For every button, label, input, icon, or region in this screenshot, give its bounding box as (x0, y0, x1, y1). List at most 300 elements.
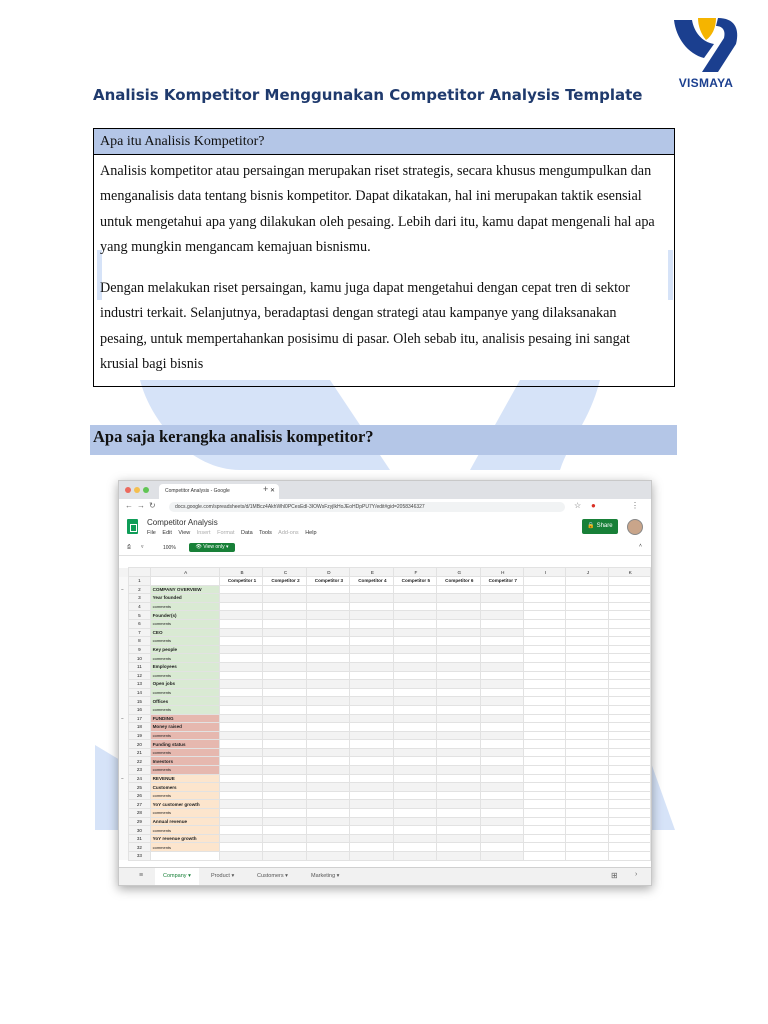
grid-cell (306, 585, 349, 594)
row-number: 1 (129, 577, 150, 586)
grid-cell (480, 602, 523, 611)
column-header: J (566, 568, 608, 577)
row-label: comments (150, 654, 219, 663)
grid-cell (219, 594, 262, 603)
grid-cell (393, 766, 436, 775)
grid-cell (306, 645, 349, 654)
column-header: F (393, 568, 436, 577)
grid-cell (350, 723, 393, 732)
row-label: Investors (150, 757, 219, 766)
grid-cell (608, 628, 650, 637)
grid-cell (480, 834, 523, 843)
grid-cell (608, 602, 650, 611)
grid-cell (263, 817, 306, 826)
grid-cell (566, 834, 608, 843)
column-header: G (437, 568, 480, 577)
all-sheets-icon: ≡ (139, 872, 144, 879)
zoom-level: 100% (163, 545, 176, 551)
grid-cell (480, 852, 523, 861)
column-header: E (350, 568, 393, 577)
grid-cell (219, 611, 262, 620)
grid-cell (350, 585, 393, 594)
grid-cell (263, 654, 306, 663)
definition-heading: Apa itu Analisis Kompetitor? (94, 129, 674, 155)
grid-cell (350, 602, 393, 611)
grid-cell (566, 800, 608, 809)
grid-cell (263, 662, 306, 671)
grid-cell (437, 654, 480, 663)
grid-cell (523, 645, 565, 654)
extension-icon: ● (591, 501, 596, 510)
grid-cell (306, 740, 349, 749)
grid-cell (480, 654, 523, 663)
grid-cell (437, 680, 480, 689)
grid-cell (437, 585, 480, 594)
grid-cell (263, 637, 306, 646)
grid-cell (393, 645, 436, 654)
paragraph-2: Dengan melakukan riset persaingan, kamu juga dapat mengetahui dengan cepat tren di sektor industri terkait. Selanjutnya, beradaptasi dengan strategi atau kampanye yang dilaksanakan pesaing, untuk mempertahankan posisimu di pasar. Oleh sebab itu, analisis pesaing ini sangat krusial bagi bisnis (100, 280, 630, 373)
grid-cell (219, 637, 262, 646)
grid-cell (566, 740, 608, 749)
grid-cell (523, 662, 565, 671)
grid-cell (219, 740, 262, 749)
grid-cell (480, 688, 523, 697)
browser-tab (159, 484, 279, 499)
grid-cell (608, 834, 650, 843)
grid-cell (263, 671, 306, 680)
grid-cell (263, 826, 306, 835)
row-number: 12 (129, 671, 150, 680)
menu-edit: Edit (162, 530, 172, 536)
grid-cell (393, 723, 436, 732)
table-row (119, 748, 651, 757)
grid-cell (523, 791, 565, 800)
grid-cell (263, 645, 306, 654)
table-row (119, 637, 651, 646)
grid-cell (393, 740, 436, 749)
group-gutter (119, 688, 129, 697)
row-label: comments (150, 843, 219, 852)
grid-cell (306, 800, 349, 809)
column-header: H (480, 568, 523, 577)
table-row (119, 783, 651, 792)
grid-cell (393, 637, 436, 646)
star-icon: ☆ (574, 501, 582, 510)
grid-cell (350, 731, 393, 740)
grid-cell (350, 628, 393, 637)
row-number: 32 (129, 843, 150, 852)
grid-cell (263, 619, 306, 628)
group-gutter (119, 791, 129, 800)
grid-cell (393, 852, 436, 861)
grid-cell (350, 757, 393, 766)
grid-cell (393, 834, 436, 843)
column-header-row (119, 568, 651, 577)
grid-cell (350, 714, 393, 723)
grid-cell (608, 611, 650, 620)
grid-cell (523, 585, 565, 594)
grid-cell (306, 637, 349, 646)
row-number: 8 (129, 637, 150, 646)
grid-cell (480, 705, 523, 714)
group-gutter (119, 757, 129, 766)
row-number: 28 (129, 809, 150, 818)
grid-cell (608, 766, 650, 775)
grid-cell (263, 611, 306, 620)
grid-cell (219, 662, 262, 671)
grid-cell (306, 705, 349, 714)
row-label: comments (150, 748, 219, 757)
grid-cell (608, 723, 650, 732)
explore-icon: ⊞ (611, 871, 618, 880)
grid-cell (608, 757, 650, 766)
grid-cell (263, 714, 306, 723)
grid-cell (393, 611, 436, 620)
table-row (119, 594, 651, 603)
row-number: 20 (129, 740, 150, 749)
group-gutter (119, 783, 129, 792)
grid-cell (608, 740, 650, 749)
grid-cell (263, 809, 306, 818)
grid-cell (306, 826, 349, 835)
menu-view: View (178, 530, 191, 536)
grid-cell (608, 826, 650, 835)
column-header: K (608, 568, 650, 577)
grid-cell (523, 697, 565, 706)
grid-cell (350, 671, 393, 680)
grid-cell (523, 800, 565, 809)
grid-cell (219, 731, 262, 740)
grid-cell (566, 809, 608, 818)
grid-cell (608, 619, 650, 628)
grid-cell (263, 791, 306, 800)
grid-cell (437, 826, 480, 835)
grid-cell (219, 585, 262, 594)
grid-cell (393, 602, 436, 611)
grid-cell (263, 697, 306, 706)
grid-cell (437, 800, 480, 809)
grid-cell (306, 611, 349, 620)
row-label: Offices (150, 697, 219, 706)
grid-cell (566, 817, 608, 826)
grid-cell (306, 817, 349, 826)
grid-cell (393, 748, 436, 757)
minimize-dot-icon (134, 487, 140, 493)
competitor-header: Competitor 7 (480, 577, 523, 586)
grid-cell (608, 843, 650, 852)
grid-cell (566, 783, 608, 792)
grid-cell (523, 654, 565, 663)
avatar (627, 519, 643, 535)
row-label: Funding status (150, 740, 219, 749)
grid-cell (306, 680, 349, 689)
sheet-tab-company: Company ▾ (155, 868, 199, 886)
table-row (119, 611, 651, 620)
grid-cell (393, 809, 436, 818)
row-label: comments (150, 688, 219, 697)
row-number: 19 (129, 731, 150, 740)
table-row (119, 602, 651, 611)
grid-cell (393, 826, 436, 835)
group-gutter (119, 637, 129, 646)
grid-cell (393, 800, 436, 809)
grid-cell (437, 602, 480, 611)
grid-cell (523, 817, 565, 826)
grid-cell (263, 852, 306, 861)
grid-cell (608, 645, 650, 654)
grid-cell (219, 748, 262, 757)
table-row (119, 766, 651, 775)
grid-cell (437, 843, 480, 852)
grid-cell (350, 619, 393, 628)
grid-cell (480, 645, 523, 654)
grid-cell (393, 843, 436, 852)
grid-cell (306, 723, 349, 732)
url-field: docs.google.com/spreadsheets/d/1MBcz4AkhWhl0PCesEdl-3IOWsFzyjlkHoJEoHDpPU7Y/edit#gid=2058346327 (169, 502, 565, 512)
grid-cell (306, 843, 349, 852)
row-number: 29 (129, 817, 150, 826)
grid-cell (523, 714, 565, 723)
side-panel-icon: › (635, 871, 638, 878)
row-number: 30 (129, 826, 150, 835)
row-number: 17 (129, 714, 150, 723)
grid-cell (219, 757, 262, 766)
grid-cell (480, 748, 523, 757)
menu-data: Data (241, 530, 253, 536)
grid-cell (608, 817, 650, 826)
grid-cell (480, 783, 523, 792)
back-icon: ← (125, 501, 133, 510)
grid-cell (437, 723, 480, 732)
grid-cell (437, 637, 480, 646)
row-number: 22 (129, 757, 150, 766)
group-gutter (119, 766, 129, 775)
row-number: 26 (129, 791, 150, 800)
group-gutter (119, 602, 129, 611)
table-row (119, 774, 651, 783)
forward-icon: → (137, 501, 145, 510)
grid-cell (480, 766, 523, 775)
grid-cell (263, 705, 306, 714)
grid-cell (350, 654, 393, 663)
grid-cell (523, 731, 565, 740)
grid-cell (219, 654, 262, 663)
grid-cell (480, 826, 523, 835)
grid-cell (566, 619, 608, 628)
group-gutter (119, 748, 129, 757)
grid-cell (350, 826, 393, 835)
grid-cell (523, 611, 565, 620)
grid-cell (480, 662, 523, 671)
grid-cell (608, 577, 650, 586)
grid-cell (566, 791, 608, 800)
group-gutter (119, 619, 129, 628)
spreadsheet-grid (119, 567, 651, 861)
group-gutter (119, 834, 129, 843)
view-only-label: View only (203, 544, 225, 550)
grid-cell (263, 766, 306, 775)
browser-tab-title: Competitor Analysis - Google (165, 488, 230, 494)
grid-cell (437, 662, 480, 671)
grid-cell (566, 602, 608, 611)
grid-cell (219, 783, 262, 792)
address-bar (119, 499, 651, 516)
row-number: 14 (129, 688, 150, 697)
grid-cell (350, 852, 393, 861)
filter-icon: ▿ (141, 544, 144, 550)
grid-cell (480, 637, 523, 646)
grid-cell (263, 783, 306, 792)
grid-cell (306, 757, 349, 766)
grid-cell (566, 774, 608, 783)
grid-cell (219, 723, 262, 732)
column-header: B (219, 568, 262, 577)
group-gutter (119, 723, 129, 732)
paragraph-1: Analisis kompetitor atau persaingan merupakan riset strategis, secara khusus mengumpulkan dan menganalisis data tentang bisnis kompetitor. Dapat dikatakan, hal ini merupakan taktik esensial untuk mengetahui apa yang dilakukan oleh pesaing. Lebih dari itu, kamu dapat mengenali hal apa yang mungkin mengancam kemajuan bisnismu. (100, 163, 655, 255)
grid-cell (566, 723, 608, 732)
row-label: Annual revenue (150, 817, 219, 826)
grid-cell (608, 662, 650, 671)
table-row (119, 731, 651, 740)
grid-cell (437, 594, 480, 603)
grid-cell (523, 628, 565, 637)
grid-cell (437, 714, 480, 723)
table-row (119, 671, 651, 680)
grid-cell (608, 637, 650, 646)
table-row (119, 757, 651, 766)
grid-cell (437, 809, 480, 818)
table-row (119, 654, 651, 663)
grid-cell (350, 748, 393, 757)
grid-cell (480, 809, 523, 818)
grid-cell (350, 740, 393, 749)
menu-addons: Add-ons (278, 530, 299, 536)
grid-cell (566, 766, 608, 775)
table-row (119, 705, 651, 714)
grid-cell (608, 714, 650, 723)
table-row (119, 826, 651, 835)
grid-cell (350, 766, 393, 775)
grid-cell (393, 654, 436, 663)
grid-cell (306, 731, 349, 740)
brand-name: VISMAYA (678, 76, 734, 90)
grid-cell (566, 577, 608, 586)
group-gutter (119, 680, 129, 689)
row-label: FUNDING (150, 714, 219, 723)
grid-cell (219, 645, 262, 654)
grid-cell (393, 697, 436, 706)
grid-cell (219, 602, 262, 611)
grid-cell (393, 688, 436, 697)
table-row (119, 697, 651, 706)
table-row (119, 714, 651, 723)
grid-cell (566, 757, 608, 766)
grid-cell (566, 671, 608, 680)
menu-insert: Insert (196, 530, 211, 536)
menu-help: Help (305, 530, 317, 536)
grid-cell (263, 843, 306, 852)
row-number: 18 (129, 723, 150, 732)
grid-cell (608, 852, 650, 861)
grid-cell (608, 697, 650, 706)
grid-cell (263, 680, 306, 689)
grid-cell (523, 705, 565, 714)
reload-icon: ↻ (149, 501, 156, 510)
grid-cell (263, 834, 306, 843)
row-label: CEO (150, 628, 219, 637)
sheets-appbar (119, 515, 651, 541)
grid-cell (608, 594, 650, 603)
grid-cell (523, 834, 565, 843)
grid-cell (219, 826, 262, 835)
row-label: comments (150, 731, 219, 740)
grid-cell (437, 783, 480, 792)
sheets-menu (147, 530, 322, 536)
menu-file: File (147, 530, 156, 536)
grid-cell (306, 671, 349, 680)
grid-cell (350, 800, 393, 809)
competitor-header: Competitor 2 (263, 577, 306, 586)
grid-cell (523, 594, 565, 603)
group-gutter (119, 662, 129, 671)
grid-cell (393, 594, 436, 603)
grid-cell (306, 662, 349, 671)
grid-cell (480, 731, 523, 740)
grid-cell (566, 826, 608, 835)
grid-cell (608, 731, 650, 740)
document-title: Analisis Kompetitor Menggunakan Competitor Analysis Template (93, 86, 643, 104)
group-gutter: − (119, 774, 129, 783)
grid-cell (437, 834, 480, 843)
grid-cell (523, 637, 565, 646)
grid-cell (350, 791, 393, 800)
competitor-header: Competitor 4 (350, 577, 393, 586)
grid-cell (263, 723, 306, 732)
grid-cell (566, 585, 608, 594)
table-row (119, 628, 651, 637)
grid-cell (566, 645, 608, 654)
grid-cell (437, 791, 480, 800)
grid-cell (523, 723, 565, 732)
grid-cell (393, 662, 436, 671)
grid-cell (480, 594, 523, 603)
grid-cell (263, 628, 306, 637)
grid-cell (263, 594, 306, 603)
grid-cell (263, 602, 306, 611)
grid-cell (350, 834, 393, 843)
grid-cell (523, 680, 565, 689)
grid-cell (393, 731, 436, 740)
row-label (150, 577, 219, 586)
definition-box (93, 128, 675, 387)
grid-cell (437, 671, 480, 680)
row-label: Customers (150, 783, 219, 792)
table-row (119, 800, 651, 809)
column-header: I (523, 568, 565, 577)
grid-cell (566, 654, 608, 663)
grid-cell (523, 577, 565, 586)
grid-cell (219, 688, 262, 697)
row-label: comments (150, 705, 219, 714)
grid-cell (219, 809, 262, 818)
row-number: 5 (129, 611, 150, 620)
table-row (119, 852, 651, 861)
sheets-logo-icon (127, 519, 138, 534)
grid-cell (306, 809, 349, 818)
group-gutter: − (119, 585, 129, 594)
grid-cell (480, 757, 523, 766)
row-label: comments (150, 809, 219, 818)
